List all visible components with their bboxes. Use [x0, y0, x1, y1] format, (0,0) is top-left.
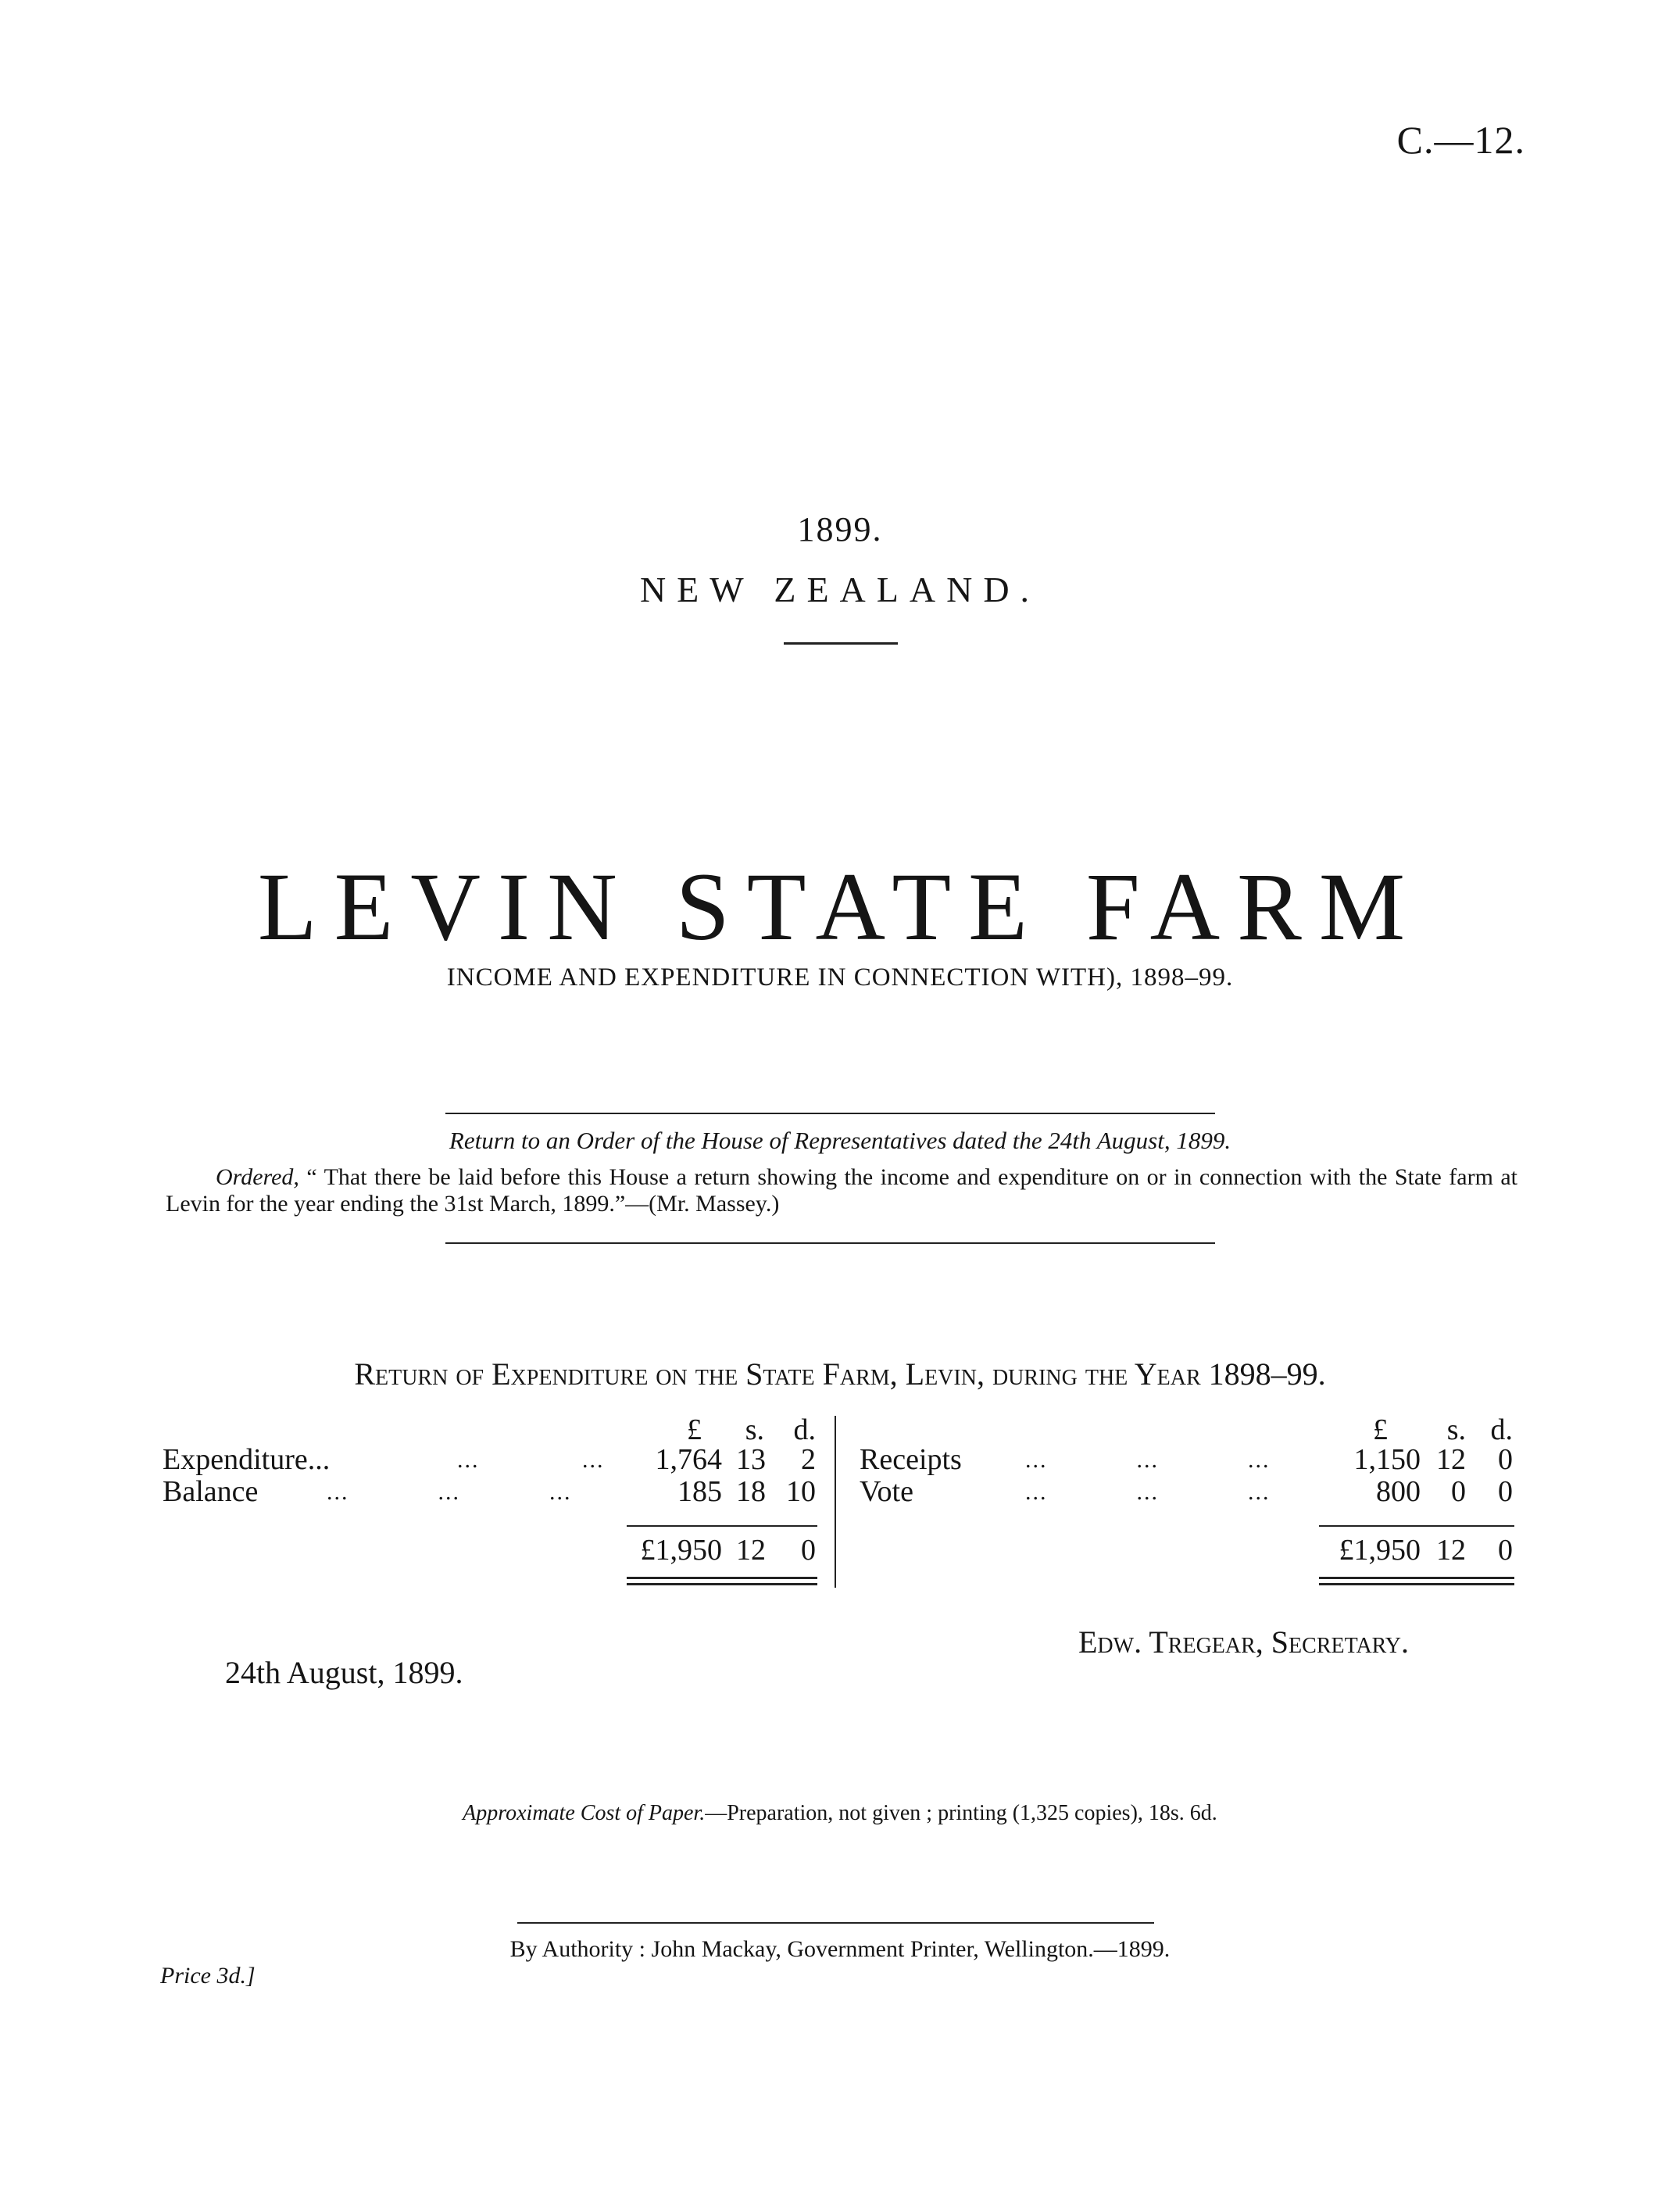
printer-rule — [517, 1922, 1154, 1924]
right-header-shillings: s. — [1446, 1413, 1466, 1446]
printer-line: By Authority : John Mackay, Government Printer, Wellington.—1899. — [509, 1936, 1171, 1962]
price-note: Price 3d.] — [160, 1963, 256, 1989]
right-total-shillings: 12 — [1436, 1534, 1466, 1567]
document-date: 24th August, 1899. — [225, 1655, 463, 1690]
right-sum-rule — [1319, 1525, 1514, 1527]
ordered-word: Ordered, — [216, 1164, 299, 1190]
leader-dots: ... ... ... — [1025, 1447, 1271, 1473]
publication-year: 1899. — [797, 510, 883, 549]
leader-dots: ... — [582, 1447, 605, 1473]
right-header-pounds: £ — [1373, 1413, 1388, 1446]
left-row-label: Expenditure... — [163, 1443, 331, 1476]
leader-dots: ... ... ... — [1025, 1479, 1271, 1505]
column-divider — [835, 1416, 836, 1588]
statement-title: Return of Expenditure on the State Farm, Levin, during the Year 1898–99. — [354, 1356, 1326, 1392]
cost-note-label: Approximate Cost of Paper. — [463, 1801, 706, 1825]
right-row-pence: 0 — [1498, 1475, 1513, 1508]
left-total-double-rule — [627, 1583, 817, 1585]
left-row-pence: 2 — [801, 1443, 816, 1476]
right-row-label: Vote — [860, 1475, 913, 1508]
ordered-paragraph — [166, 1164, 1517, 1217]
cost-note-text: —Preparation, not given ; printing (1,325 copies), 18s. 6d. — [705, 1801, 1217, 1825]
left-sum-rule — [627, 1525, 817, 1527]
left-row-pounds: 185 — [677, 1475, 722, 1508]
right-total-double-rule — [1319, 1577, 1514, 1579]
right-total-pence: 0 — [1498, 1534, 1513, 1567]
right-row-label: Receipts — [860, 1443, 962, 1476]
cost-note — [0, 1801, 1680, 1826]
right-row-pounds: 1,150 — [1353, 1443, 1421, 1476]
left-row-shillings: 18 — [736, 1475, 766, 1508]
right-row-pounds: 800 — [1376, 1475, 1421, 1508]
right-row-shillings: 0 — [1451, 1475, 1466, 1508]
document-subtitle: INCOME AND EXPENDITURE IN CONNECTION WITH), 1898–99. — [446, 963, 1234, 992]
ordered-text: “ That there be laid before this House a return showing the income and expenditure on or in connection with the State farm at Levin for the year ending the 31st March, 1899.”—(Mr. Massey.) — [166, 1164, 1517, 1217]
secretary-signature: Edw. Tregear, Secretary. — [1078, 1624, 1410, 1660]
document-title: LEVIN STATE FARM — [257, 853, 1423, 960]
masthead-rule — [784, 642, 898, 645]
right-row-pence: 0 — [1498, 1443, 1513, 1476]
left-header-pounds: £ — [687, 1413, 702, 1446]
document-reference: C.—12. — [1396, 118, 1525, 162]
left-total-shillings: 12 — [736, 1534, 766, 1567]
left-header-shillings: s. — [745, 1413, 764, 1446]
left-row-label: Balance — [163, 1475, 259, 1508]
left-row-pence: 10 — [786, 1475, 816, 1508]
leader-dots: ... — [457, 1447, 480, 1473]
leader-dots: ... ... ... — [327, 1479, 572, 1505]
return-order-line: Return to an Order of the House of Representatives dated the 24th August, 1899. — [449, 1127, 1231, 1154]
left-header-pence: d. — [793, 1413, 816, 1446]
order-bottom-rule — [445, 1242, 1215, 1244]
right-total-pounds: £1,950 — [1339, 1534, 1421, 1567]
left-total-pounds: £1,950 — [640, 1534, 722, 1567]
right-header-pence: d. — [1490, 1413, 1513, 1446]
left-total-pence: 0 — [801, 1534, 816, 1567]
left-total-double-rule — [627, 1577, 817, 1579]
order-top-rule — [445, 1113, 1215, 1114]
country-heading: NEW ZEALAND. — [639, 570, 1041, 609]
left-row-pounds: 1,764 — [655, 1443, 722, 1476]
right-row-shillings: 12 — [1436, 1443, 1466, 1476]
right-total-double-rule — [1319, 1583, 1514, 1585]
left-row-shillings: 13 — [736, 1443, 766, 1476]
